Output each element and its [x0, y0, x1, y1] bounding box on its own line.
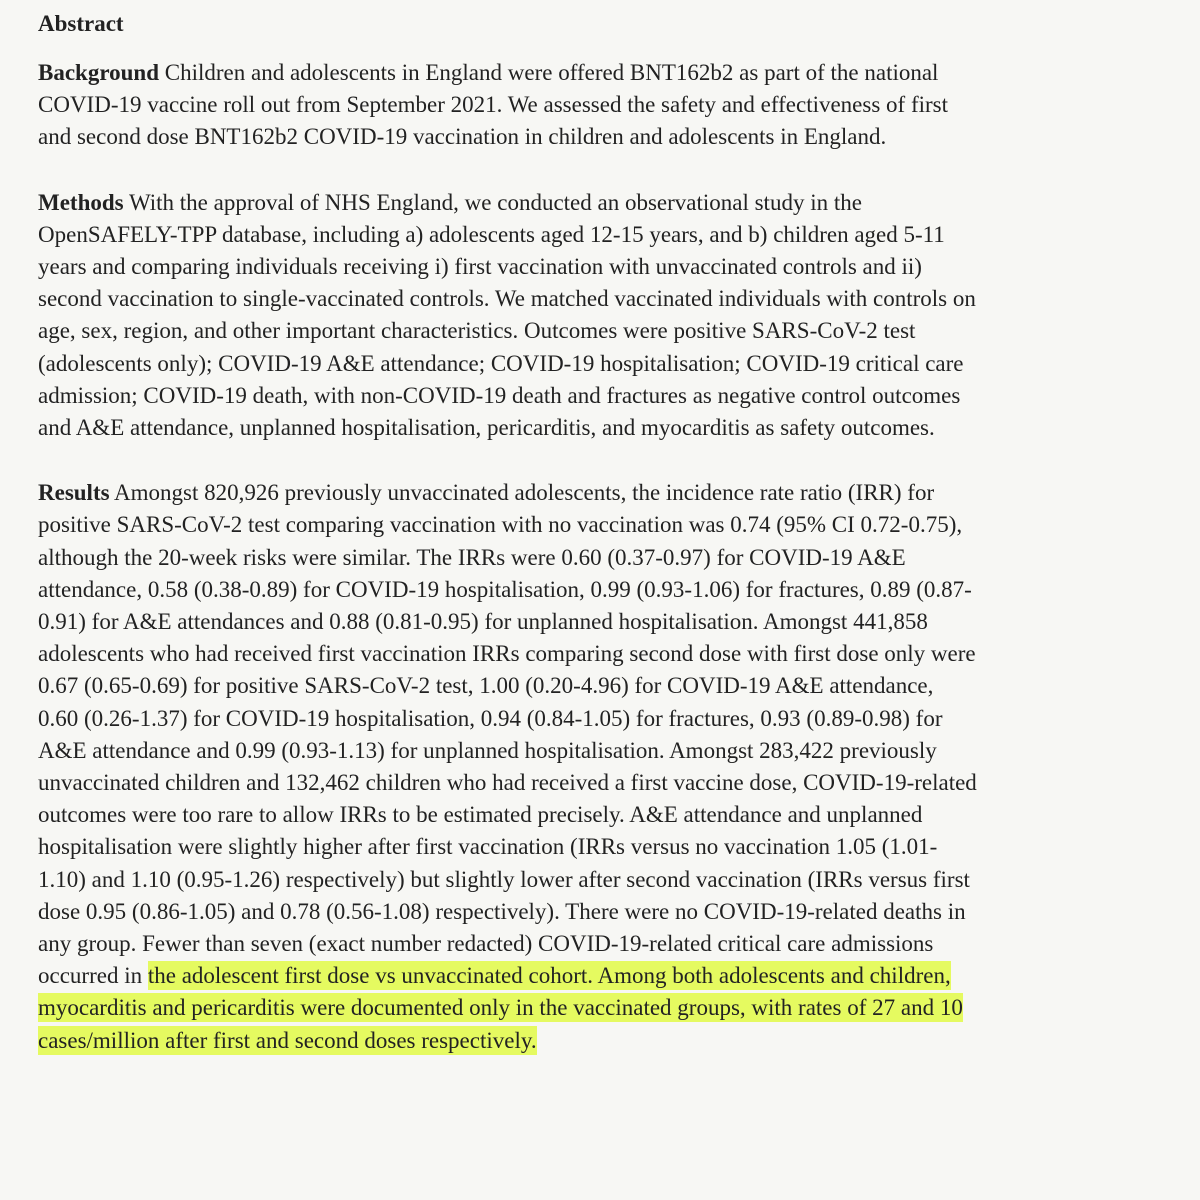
- results-label: Results: [38, 480, 110, 506]
- results-line-17: [38, 992, 1174, 1024]
- results-line-4: attendance, 0.58 (0.38-0.89) for COVID-19 hospitalisation, 0.99 (0.93-1.06) for fractures, 0.89 (0.87-: [38, 576, 972, 602]
- results-section: [38, 477, 1174, 1057]
- paragraph-gap: [38, 444, 1174, 477]
- methods-line-3: years and comparing individuals receiving i) first vaccination with unvaccinated controls and ii): [38, 254, 922, 280]
- results-line-1: [38, 477, 1174, 509]
- methods-line-4: second vaccination to single-vaccinated controls. We matched vaccinated individuals with controls on: [38, 286, 976, 312]
- results-line-16: [38, 960, 1174, 992]
- methods-line-1: [38, 187, 1174, 219]
- results-line-11: outcomes were too rare to allow IRRs to be estimated precisely. A&E attendance and unplanned: [38, 802, 923, 828]
- background-label: Background: [38, 60, 160, 85]
- methods-line-8: and A&E attendance, unplanned hospitalisation, pericarditis, and myocarditis as safety outcomes.: [38, 415, 935, 441]
- results-line-2: positive SARS-CoV-2 test comparing vaccination with no vaccination was 0.74 (95% CI 0.72-0.75),: [38, 512, 963, 538]
- background-line-2: COVID-19 vaccine roll out from September 2021. We assessed the safety and effectiveness of first: [38, 92, 949, 118]
- results-highlight-lead: occurred in: [38, 963, 148, 989]
- results-line-7: 0.67 (0.65-0.69) for positive SARS-CoV-2 test, 1.00 (0.20-4.96) for COVID-19 A&E attendance,: [38, 673, 934, 699]
- highlighted-text: the adolescent first dose vs unvaccinated cohort. Among both adolescents and children,: [147, 963, 951, 989]
- paragraph-gap: [38, 154, 1174, 187]
- results-line-14: dose 0.95 (0.86-1.05) and 0.78 (0.56-1.08) respectively). There were no COVID-19-related deaths in: [38, 898, 966, 924]
- background-line-1: [38, 57, 1174, 89]
- results-line-10: unvaccinated children and 132,462 children who had received a first vaccine dose, COVID-19-related: [38, 770, 977, 796]
- results-text: Amongst 820,926 previously unvaccinated adolescents, the incidence rate ratio (IRR) for: [109, 480, 935, 506]
- results-line-9: A&E attendance and 0.99 (0.93-1.13) for unplanned hospitalisation. Amongst 283,422 previously: [38, 737, 937, 763]
- background-section: [38, 57, 1174, 154]
- highlighted-text: myocarditis and pericarditis were documented only in the vaccinated groups, with rates of 27 and 10: [38, 995, 963, 1021]
- background-text: Children and adolescents in England were offered BNT162b2 as part of the national: [159, 60, 939, 85]
- methods-line-5: age, sex, region, and other important characteristics. Outcomes were positive SARS-CoV-2 test: [38, 318, 916, 344]
- results-line-6: adolescents who had received first vaccination IRRs comparing second dose with first dose only were: [38, 641, 976, 667]
- methods-section: [38, 187, 1174, 445]
- highlighted-text: cases/million after first and second doses respectively.: [38, 1027, 537, 1053]
- background-line-3: and second dose BNT162b2 COVID-19 vaccination in children and adolescents in England.: [38, 124, 887, 150]
- methods-label: Methods: [38, 189, 124, 215]
- abstract-heading: Abstract: [38, 11, 124, 36]
- results-line-5: 0.91) for A&E attendances and 0.88 (0.81-0.95) for unplanned hospitalisation. Amongst 441,858: [38, 609, 928, 635]
- methods-text: With the approval of NHS England, we conducted an observational study in the: [123, 189, 862, 215]
- methods-line-2: OpenSAFELY-TPP database, including a) adolescents aged 12-15 years, and b) children aged 5-11: [38, 221, 945, 247]
- results-line-13: 1.10) and 1.10 (0.95-1.26) respectively) but slightly lower after second vaccination (IRRs versus first: [38, 866, 970, 892]
- methods-line-6: (adolescents only); COVID-19 A&E attendance; COVID-19 hospitalisation; COVID-19 critical care: [38, 350, 964, 376]
- methods-line-7: admission; COVID-19 death, with non-COVID-19 death and fractures as negative control outcomes: [38, 382, 961, 408]
- results-line-3: although the 20-week risks were similar. The IRRs were 0.60 (0.37-0.97) for COVID-19 A&E: [38, 544, 906, 570]
- results-line-8: 0.60 (0.26-1.37) for COVID-19 hospitalisation, 0.94 (0.84-1.05) for fractures, 0.93 (0.89-0.98) for: [38, 705, 943, 731]
- results-line-12: hospitalisation were slightly higher after first vaccination (IRRs versus no vaccination 1.05 (1.01-: [38, 834, 938, 860]
- results-line-18: [38, 1025, 1174, 1057]
- results-line-15: any group. Fewer than seven (exact number redacted) COVID-19-related critical care admissions: [38, 931, 934, 957]
